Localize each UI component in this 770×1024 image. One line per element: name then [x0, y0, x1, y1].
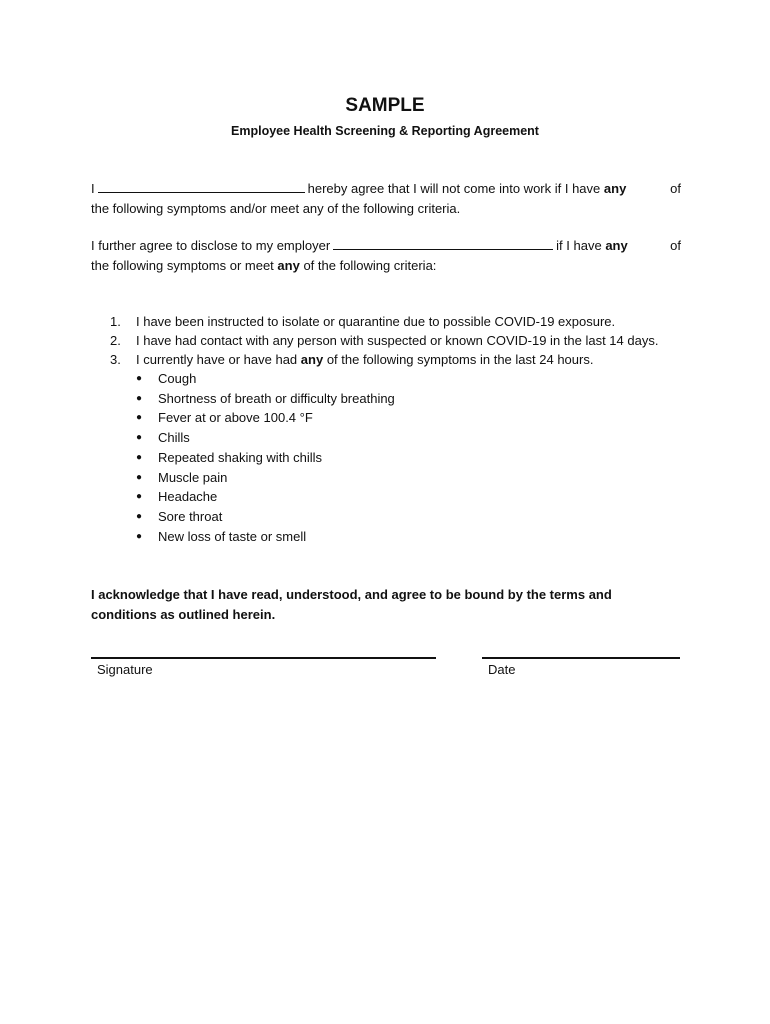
paragraph-text: of [670, 238, 681, 253]
acknowledgement-statement: I acknowledge that I have read, understood, and agree to be bound by the terms and conditions as outlined herein. [91, 587, 612, 622]
signature-line[interactable] [91, 657, 436, 659]
paragraph-line [91, 256, 681, 276]
emphasis-text: any [603, 181, 627, 196]
symptom-text: Headache [158, 489, 218, 505]
bullet-icon: ● [136, 373, 143, 384]
symptom-item [136, 487, 670, 507]
bullet-icon: ● [136, 412, 143, 424]
symptom-list [136, 369, 670, 546]
paragraph-text: of [670, 181, 681, 196]
date-line[interactable] [482, 657, 680, 659]
symptom-text: Repeated shaking with chills [158, 449, 323, 465]
signature-label: Signature [97, 662, 153, 677]
criteria-item [110, 312, 670, 331]
symptom-text: Cough [158, 371, 197, 386]
symptom-text: Chills [158, 430, 190, 446]
bullet-icon: ● [136, 432, 143, 444]
symptom-item [136, 369, 670, 389]
employer-name-blank[interactable] [333, 236, 553, 250]
document-title: SAMPLE [345, 95, 425, 116]
paragraph-line-start [91, 236, 628, 256]
criteria-item [110, 331, 670, 350]
criteria-number: 2. [110, 333, 121, 348]
emphasis-text: any [300, 352, 324, 367]
symptom-item [136, 468, 670, 488]
symptom-item [136, 408, 670, 428]
symptom-item [136, 507, 670, 527]
paragraph-line [91, 236, 681, 256]
criteria-list [110, 312, 670, 546]
agreement-paragraph-2 [91, 236, 681, 275]
symptom-item [136, 389, 670, 409]
criteria-text: I have been instructed to isolate or quarantine due to possible COVID-19 exposure. [136, 314, 616, 329]
bullet-icon: ● [136, 392, 143, 404]
bullet-icon: ● [136, 510, 143, 522]
criteria-text: I have had contact with any person with suspected or known COVID-19 in the last 14 days. [136, 333, 659, 348]
employee-name-blank[interactable] [98, 179, 305, 193]
symptom-text: Fever at or above 100.4 °F [158, 410, 313, 426]
symptom-text: Sore throat [158, 508, 223, 524]
symptom-item [136, 448, 670, 468]
emphasis-text: any [605, 238, 628, 253]
paragraph-line [91, 179, 681, 199]
paragraph-text: the following symptoms or meet [91, 257, 274, 273]
symptom-text: Muscle pain [158, 469, 228, 485]
paragraph-text: hereby agree that I will not come into work if I have [307, 181, 601, 196]
symptom-item [136, 527, 670, 547]
paragraph-text: of the following criteria: [303, 257, 437, 273]
paragraph-text: I further agree to disclose to my employer [91, 238, 331, 253]
criteria-number: 3. [110, 352, 121, 367]
criteria-text-start: I currently have or have had [136, 352, 298, 367]
bullet-icon: ● [136, 491, 143, 503]
agreement-paragraph-1 [91, 179, 681, 218]
paragraph-text: if I have [556, 238, 602, 253]
symptom-text: New loss of taste or smell [158, 528, 307, 544]
emphasis-text: any [277, 257, 300, 273]
paragraph-text: I [91, 181, 95, 196]
paragraph-text: the following symptoms and/or meet any of the following criteria. [91, 200, 461, 216]
document-subtitle: Employee Health Screening & Reporting Agreement [231, 124, 539, 138]
bullet-icon: ● [136, 451, 143, 463]
criteria-text-end: of the following symptoms in the last 24 hours. [326, 352, 594, 367]
criteria-number: 1. [110, 314, 121, 329]
symptom-item [136, 428, 670, 448]
criteria-text [136, 350, 670, 369]
bullet-icon: ● [136, 471, 143, 483]
paragraph-line-start [91, 179, 626, 199]
symptom-text: Shortness of breath or difficulty breathing [158, 390, 395, 406]
criteria-item [110, 350, 670, 369]
date-label: Date [488, 662, 516, 677]
bullet-icon: ● [136, 530, 143, 542]
